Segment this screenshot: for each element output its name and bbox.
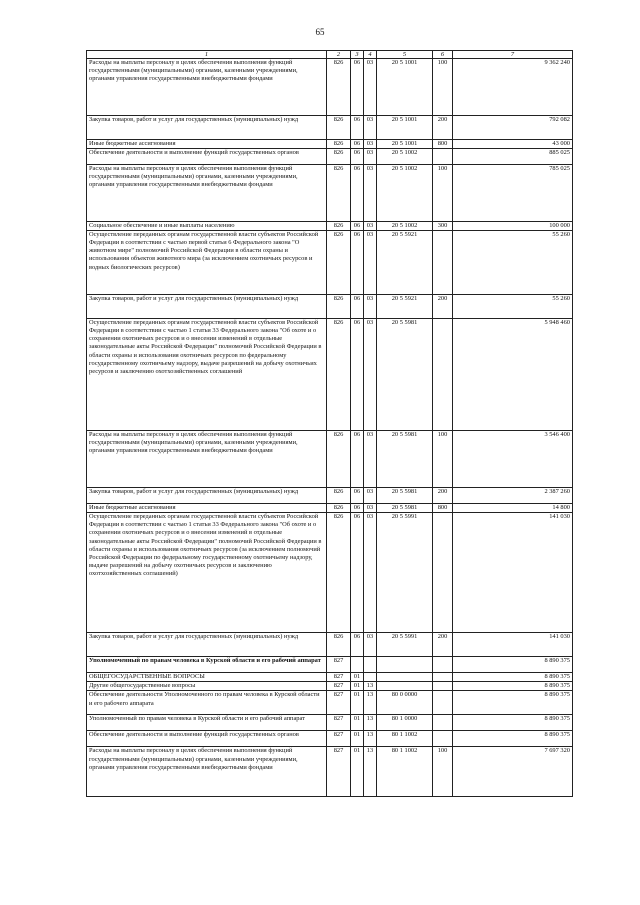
row-rz: 01 xyxy=(351,682,364,691)
row-csr: 20 5 1002 xyxy=(377,149,433,165)
row-rz: 06 xyxy=(351,295,364,319)
row-name: Обеспечение деятельности и выполнение функций государственных органов xyxy=(87,149,327,165)
row-name: Расходы на выплаты персоналу в целях обеспечения выполнения функций государственными (муниципальными) органами, казенными учреждениями, органами управления государственными внебюджетными фондами xyxy=(87,747,327,797)
row-name: Иные бюджетные ассигнования xyxy=(87,140,327,149)
row-pr: 03 xyxy=(364,231,377,295)
row-pr xyxy=(364,673,377,682)
row-name: Иные бюджетные ассигнования xyxy=(87,504,327,513)
row-name: Закупка товаров, работ и услуг для государственных (муниципальных) нужд xyxy=(87,488,327,504)
table-body xyxy=(87,59,573,797)
row-gr: 826 xyxy=(327,149,351,165)
row-pr: 03 xyxy=(364,116,377,140)
row-rz: 06 xyxy=(351,633,364,657)
table-row xyxy=(87,222,573,231)
row-csr: 20 5 5991 xyxy=(377,513,433,633)
row-rz: 01 xyxy=(351,691,364,715)
row-pr: 03 xyxy=(364,59,377,116)
row-name: Обеспечение деятельности Уполномоченного по правам человека в Курской области и его рабочего аппарата xyxy=(87,691,327,715)
row-csr xyxy=(377,657,433,673)
row-pr: 03 xyxy=(364,149,377,165)
row-sum: 885 025 xyxy=(453,149,573,165)
row-csr: 20 5 5921 xyxy=(377,231,433,295)
row-pr: 03 xyxy=(364,222,377,231)
row-gr: 827 xyxy=(327,715,351,731)
row-gr: 826 xyxy=(327,504,351,513)
row-gr: 827 xyxy=(327,682,351,691)
row-pr: 13 xyxy=(364,731,377,747)
col-header-sum: 7 xyxy=(453,51,573,59)
row-gr: 827 xyxy=(327,657,351,673)
col-header-gr: 2 xyxy=(327,51,351,59)
row-vr: 200 xyxy=(433,295,453,319)
row-vr xyxy=(433,513,453,633)
row-pr: 03 xyxy=(364,140,377,149)
row-sum: 8 890 375 xyxy=(453,731,573,747)
row-sum: 785 025 xyxy=(453,165,573,222)
row-csr: 20 5 5921 xyxy=(377,295,433,319)
row-rz: 01 xyxy=(351,747,364,797)
row-csr: 20 5 5981 xyxy=(377,504,433,513)
col-header-pr: 4 xyxy=(364,51,377,59)
col-header-name: 1 xyxy=(87,51,327,59)
table-row xyxy=(87,488,573,504)
row-name: Обеспечение деятельности и выполнение функций государственных органов xyxy=(87,731,327,747)
table-row xyxy=(87,319,573,431)
row-csr: 80 1 1002 xyxy=(377,731,433,747)
row-pr: 03 xyxy=(364,319,377,431)
row-pr: 03 xyxy=(364,633,377,657)
row-sum: 141 030 xyxy=(453,513,573,633)
row-name: Уполномоченный по правам человека в Курской области и его рабочий аппарат xyxy=(87,657,327,673)
row-csr: 20 5 1002 xyxy=(377,222,433,231)
row-csr xyxy=(377,673,433,682)
row-sum: 14 800 xyxy=(453,504,573,513)
row-rz: 06 xyxy=(351,59,364,116)
row-csr: 20 5 1001 xyxy=(377,140,433,149)
row-gr: 826 xyxy=(327,633,351,657)
page-number: 65 xyxy=(315,27,325,37)
row-csr: 20 5 5981 xyxy=(377,319,433,431)
table-row xyxy=(87,504,573,513)
row-vr xyxy=(433,673,453,682)
table-row xyxy=(87,657,573,673)
row-vr: 200 xyxy=(433,116,453,140)
row-vr: 300 xyxy=(433,222,453,231)
row-pr: 03 xyxy=(364,504,377,513)
row-vr: 100 xyxy=(433,431,453,488)
row-rz: 01 xyxy=(351,715,364,731)
row-name: Закупка товаров, работ и услуг для государственных (муниципальных) нужд xyxy=(87,633,327,657)
table-row xyxy=(87,731,573,747)
row-sum: 8 890 375 xyxy=(453,682,573,691)
row-vr: 100 xyxy=(433,59,453,116)
column-number-row xyxy=(87,51,573,59)
row-pr xyxy=(364,657,377,673)
row-vr: 200 xyxy=(433,488,453,504)
row-csr: 20 5 1001 xyxy=(377,116,433,140)
row-name: Осуществление переданных органам государственной власти субъектов Российской Федерации в соответствии с частью 1 статьи 33 Федерального закона "Об охоте и о сохранении охотничьих ресурсов и о внесении изменений в отдельные законодательные акты Российской Федерации" полномочий Российской Федерации в области охраны и использования охотничьих ресурсов (за исключением полномочий Российской Федерации по федеральному государственному охотничьему надзору, выдаче разрешений на добычу охотничьих ресурсов и заключению охотхозяйственных соглашений) xyxy=(87,513,327,633)
row-vr: 800 xyxy=(433,140,453,149)
row-name: Закупка товаров, работ и услуг для государственных (муниципальных) нужд xyxy=(87,116,327,140)
row-name: Осуществление переданных органам государственной власти субъектов Российской Федерации в соответствии с частью первой статьи 6 Федерального закона "О животном мире" полномочий Российской Федерации в области охраны и использования объектов животного мира (за исключением охотничьих ресурсов и водных биологических ресурсов) xyxy=(87,231,327,295)
row-sum: 8 890 375 xyxy=(453,673,573,682)
row-vr: 100 xyxy=(433,747,453,797)
row-name: Расходы на выплаты персоналу в целях обеспечения выполнения функций государственными (муниципальными) органами, казенными учреждениями, органами управления государственными внебюджетными фондами xyxy=(87,165,327,222)
row-csr xyxy=(377,682,433,691)
row-sum: 8 890 375 xyxy=(453,657,573,673)
row-name: Уполномоченный по правам человека в Курской области и его рабочий аппарат xyxy=(87,715,327,731)
row-vr xyxy=(433,715,453,731)
row-sum: 100 000 xyxy=(453,222,573,231)
row-vr xyxy=(433,731,453,747)
row-sum: 141 030 xyxy=(453,633,573,657)
row-csr: 80 0 0000 xyxy=(377,691,433,715)
row-sum: 3 546 400 xyxy=(453,431,573,488)
col-header-vr: 6 xyxy=(433,51,453,59)
row-gr: 826 xyxy=(327,59,351,116)
table-row xyxy=(87,691,573,715)
row-pr: 03 xyxy=(364,431,377,488)
row-vr xyxy=(433,682,453,691)
row-sum: 5 948 460 xyxy=(453,319,573,431)
budget-table xyxy=(86,50,573,797)
table-row xyxy=(87,116,573,140)
row-rz: 06 xyxy=(351,488,364,504)
row-name: Другие общегосударственные вопросы xyxy=(87,682,327,691)
row-gr: 826 xyxy=(327,488,351,504)
row-rz: 01 xyxy=(351,731,364,747)
row-vr xyxy=(433,319,453,431)
row-rz: 06 xyxy=(351,504,364,513)
col-header-csr: 5 xyxy=(377,51,433,59)
row-rz: 06 xyxy=(351,231,364,295)
row-vr xyxy=(433,657,453,673)
table-row xyxy=(87,149,573,165)
table-row xyxy=(87,513,573,633)
row-csr: 20 5 5981 xyxy=(377,488,433,504)
row-rz: 06 xyxy=(351,513,364,633)
row-sum: 7 697 320 xyxy=(453,747,573,797)
row-gr: 826 xyxy=(327,165,351,222)
row-pr: 03 xyxy=(364,513,377,633)
col-header-rz: 3 xyxy=(351,51,364,59)
row-vr xyxy=(433,231,453,295)
table-row xyxy=(87,140,573,149)
row-csr: 20 5 5991 xyxy=(377,633,433,657)
row-csr: 20 5 5981 xyxy=(377,431,433,488)
row-gr: 826 xyxy=(327,222,351,231)
row-gr: 827 xyxy=(327,673,351,682)
row-name: Социальное обеспечение и иные выплаты населению xyxy=(87,222,327,231)
table-row xyxy=(87,682,573,691)
row-rz: 06 xyxy=(351,116,364,140)
row-pr: 13 xyxy=(364,682,377,691)
row-rz: 06 xyxy=(351,319,364,431)
row-rz: 06 xyxy=(351,149,364,165)
row-gr: 827 xyxy=(327,731,351,747)
table-row xyxy=(87,231,573,295)
row-csr: 20 5 1001 xyxy=(377,59,433,116)
row-vr: 800 xyxy=(433,504,453,513)
row-sum: 9 362 240 xyxy=(453,59,573,116)
row-csr: 80 1 1002 xyxy=(377,747,433,797)
row-sum: 792 082 xyxy=(453,116,573,140)
row-gr: 827 xyxy=(327,691,351,715)
row-rz: 06 xyxy=(351,222,364,231)
row-gr: 827 xyxy=(327,747,351,797)
row-vr xyxy=(433,691,453,715)
row-name: Закупка товаров, работ и услуг для государственных (муниципальных) нужд xyxy=(87,295,327,319)
row-sum: 55 260 xyxy=(453,295,573,319)
row-csr: 80 1 0000 xyxy=(377,715,433,731)
row-sum: 2 387 260 xyxy=(453,488,573,504)
row-gr: 826 xyxy=(327,231,351,295)
table-row xyxy=(87,59,573,116)
row-vr: 200 xyxy=(433,633,453,657)
row-pr: 03 xyxy=(364,488,377,504)
table-row xyxy=(87,673,573,682)
row-gr: 826 xyxy=(327,431,351,488)
row-gr: 826 xyxy=(327,140,351,149)
table-row xyxy=(87,431,573,488)
row-pr: 13 xyxy=(364,691,377,715)
row-gr: 826 xyxy=(327,295,351,319)
table-row xyxy=(87,295,573,319)
row-sum: 55 260 xyxy=(453,231,573,295)
row-gr: 826 xyxy=(327,319,351,431)
row-pr: 03 xyxy=(364,165,377,222)
table-row xyxy=(87,633,573,657)
row-sum: 8 890 375 xyxy=(453,691,573,715)
row-rz xyxy=(351,657,364,673)
row-sum: 8 890 375 xyxy=(453,715,573,731)
table-row xyxy=(87,165,573,222)
row-rz: 01 xyxy=(351,673,364,682)
row-vr: 100 xyxy=(433,165,453,222)
row-csr: 20 5 1002 xyxy=(377,165,433,222)
row-pr: 13 xyxy=(364,715,377,731)
row-rz: 06 xyxy=(351,140,364,149)
row-name: Расходы на выплаты персоналу в целях обеспечения выполнения функций государственными (муниципальными) органами, казенными учреждениями, органами управления государственными внебюджетными фондами xyxy=(87,431,327,488)
row-name: ОБЩЕГОСУДАРСТВЕННЫЕ ВОПРОСЫ xyxy=(87,673,327,682)
table-row xyxy=(87,715,573,731)
row-gr: 826 xyxy=(327,513,351,633)
row-pr: 03 xyxy=(364,295,377,319)
row-sum: 43 000 xyxy=(453,140,573,149)
row-pr: 13 xyxy=(364,747,377,797)
table-row xyxy=(87,747,573,797)
row-vr xyxy=(433,149,453,165)
row-rz: 06 xyxy=(351,431,364,488)
row-name: Осуществление переданных органам государственной власти субъектов Российской Федерации в соответствии с частью 1 статьи 33 Федерального закона "Об охоте и о сохранении охотничьих ресурсов и о внесении изменений в отдельные законодательные акты Российской Федерации" полномочий Российской Федерации в области охраны и использования охотничьих ресурсов по федеральному государственному охотничьему надзору, выдаче разрешений на добычу охотничьих ресурсов и заключению охотхозяйственных соглашений xyxy=(87,319,327,431)
row-name: Расходы на выплаты персоналу в целях обеспечения выполнения функций государственными (муниципальными) органами, казенными учреждениями, органами управления государственными внебюджетными фондами xyxy=(87,59,327,116)
row-gr: 826 xyxy=(327,116,351,140)
row-rz: 06 xyxy=(351,165,364,222)
